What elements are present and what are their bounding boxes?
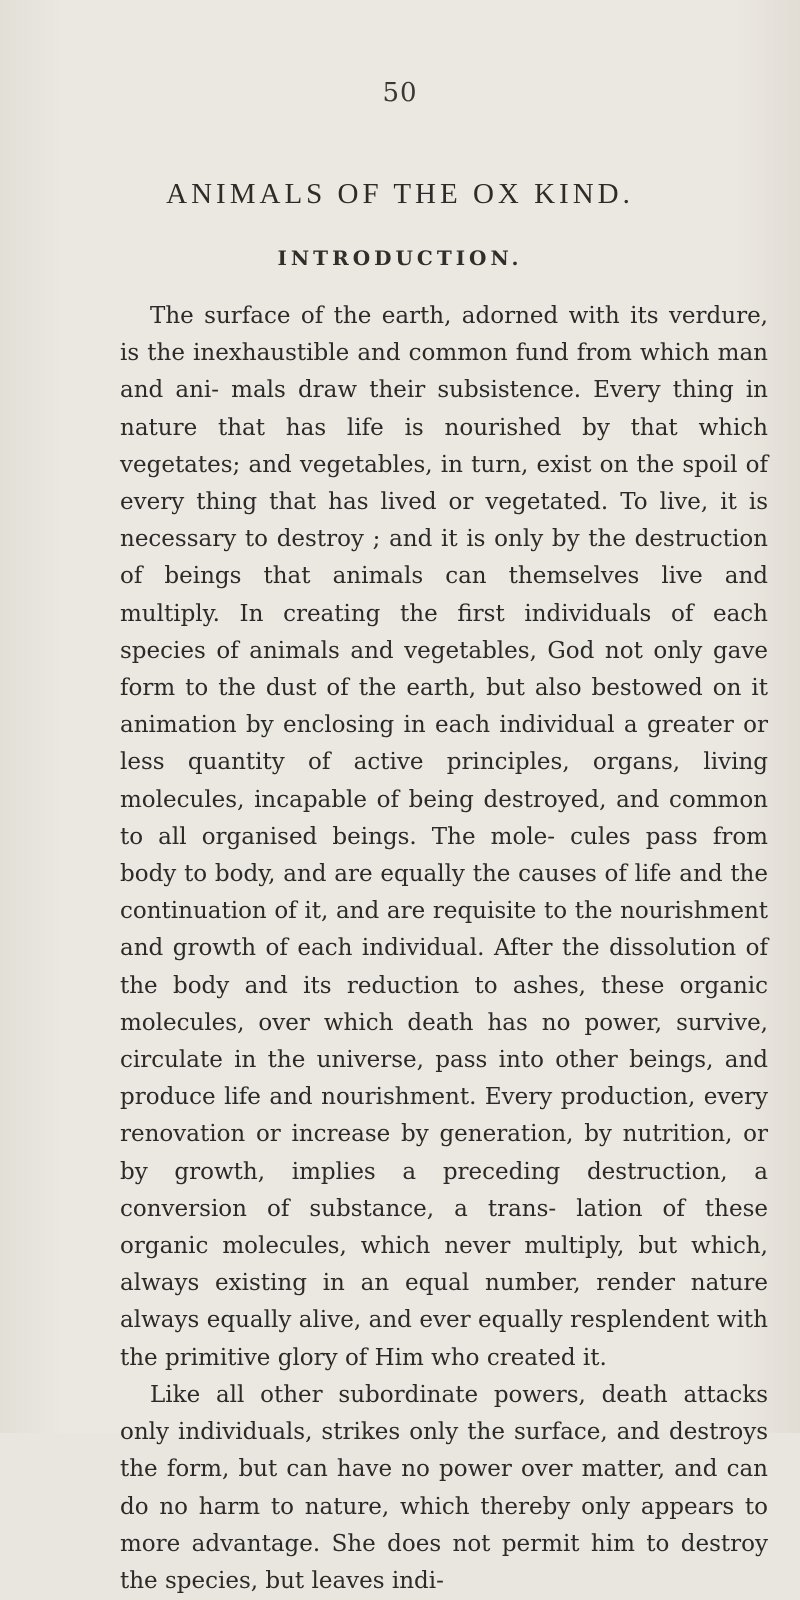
body-text [120, 298, 768, 1600]
paragraph-2: Like all other subordinate powers, death attacks only individuals, strikes only the surface, and destroys the form, but can have no power over matter, and can do no harm to nature, which thereby only appears to more advantage. She does not permit him to destroy the species, but leaves indi- [120, 1381, 768, 1594]
section-title: INTRODUCTION. [277, 246, 523, 270]
page-number: 50 [382, 78, 418, 108]
paragraph-1: The surface of the earth, adorned with its verdure, is the inexhaustible and common fund from which man and ani- mals draw their subsistence. Every thing in nature that has life is nourished by that which vegetates; and vegetables, in turn, exist on the spoil of every thing that has lived or vegetated. To live, it is necessary to destroy ; and it is only by the destruction of beings that animals can themselves live and multiply. In creating the first individuals of each species of animals and vegetables, God not only gave form to the dust of the earth, but also bestowed on it animation by enclosing in each individual a greater or less quantity of active principles, organs, living molecules, incapable of being destroyed, and common to all organised beings. The mole- cules pass from body to body, and are equally the causes of life and the continuation of it, and are requisite to the nourishment and growth of each individual. After the dissolution of the body and its reduction to ashes, these organic molecules, over which death has no power, survive, circulate in the universe, pass into other beings, and produce life and nourishment. Every production, every renovation or increase by generation, by nutrition, or by growth, implies a preceding destruction, a conversion of substance, a trans- lation of these organic molecules, which never multiply, but which, always existing in an equal number, render nature always equally alive, and ever equally resplendent with the primitive glory of Him who created it. [120, 303, 768, 1371]
chapter-title: ANIMALS OF THE OX KIND. [166, 178, 634, 210]
